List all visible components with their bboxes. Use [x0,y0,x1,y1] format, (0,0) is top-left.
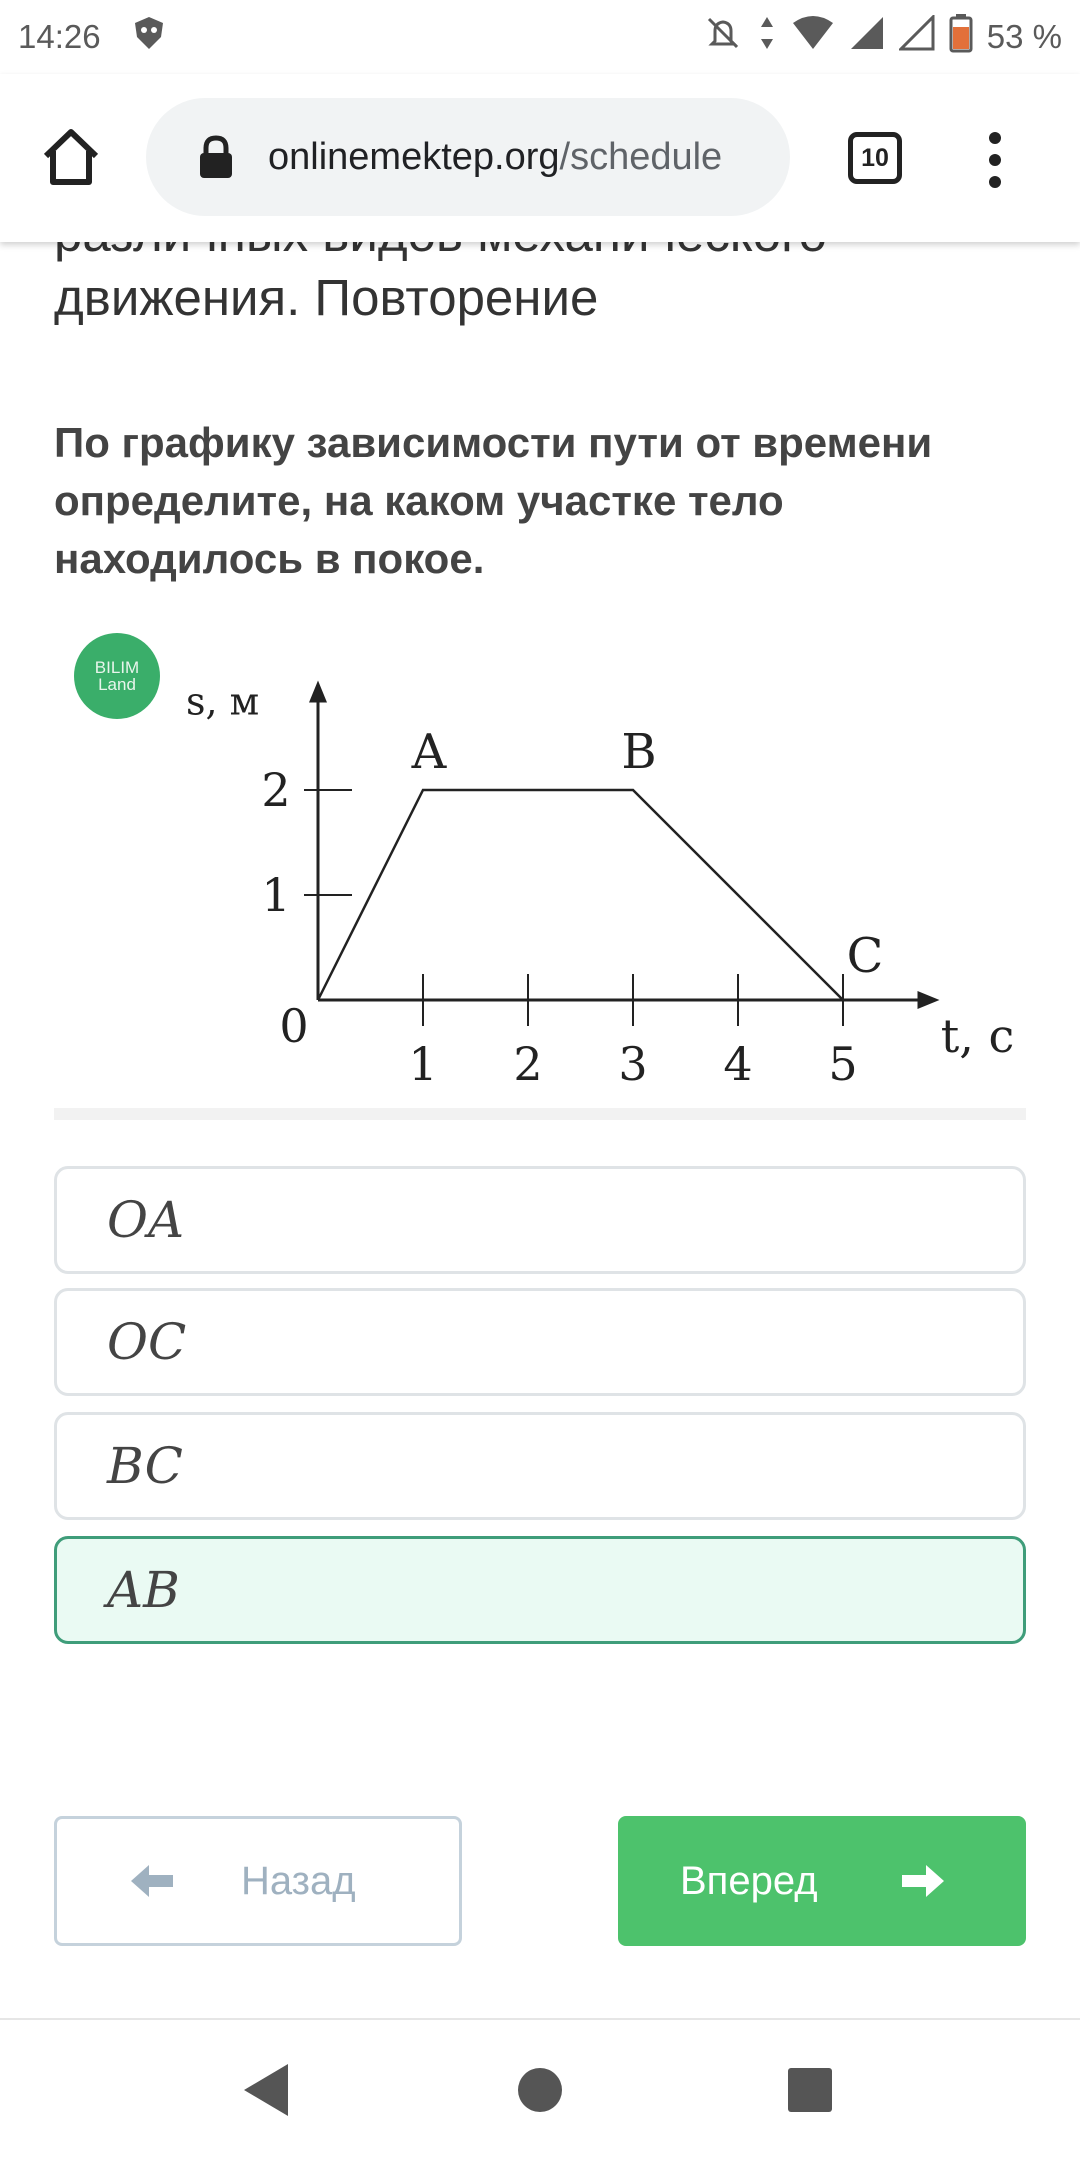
url-domain: onlinemektep.org [268,135,560,178]
shield-icon [131,15,167,59]
home-button[interactable] [38,124,104,190]
data-arrows-icon [757,13,777,61]
x-axis-arrow [918,991,940,1009]
mute-icon [703,13,743,61]
bilimland-logo [74,633,160,719]
content-divider [54,1108,1026,1120]
answer-option-oc[interactable] [54,1288,1026,1396]
point-label-c: C [846,928,884,984]
answer-option-bc[interactable] [54,1412,1026,1520]
x-tick-label: 4 [723,1037,753,1091]
y-axis-label: s, м [186,679,260,724]
battery-percent: 53 % [986,18,1062,55]
battery-icon [949,13,973,61]
answer-option-label: OC [107,1313,187,1371]
signal-empty-icon [899,15,935,59]
home-nav-icon[interactable] [518,2068,562,2112]
back-nav-icon[interactable] [244,2064,288,2116]
status-bar [0,0,1080,74]
logo-text-line-2: Land [98,675,136,694]
back-button-label: Назад [241,1858,356,1903]
x-tick-label: 3 [618,1037,648,1091]
x-axis-label: t, с [940,1009,1015,1063]
home-icon [38,124,104,190]
next-button-label: Вперед [680,1858,818,1903]
answer-option-label: OA [107,1191,185,1249]
address-bar[interactable] [146,98,790,216]
browser-toolbar [0,74,1080,242]
url-path: /schedule [559,135,723,178]
answer-option-label: BC [107,1437,183,1495]
more-vert-icon [980,130,1010,190]
clock: 14:26 [18,18,101,55]
question-text: По графику зависимости пути от времени определите, на каком участке тело находилось в покое. [54,419,933,582]
page-title-line-2: движения. Повторение [54,269,599,326]
lock-icon [198,135,234,179]
answer-option-label: AB [107,1561,180,1619]
tab-count: 10 [861,143,889,172]
point-label-a: A [411,724,447,780]
answer-option-ab[interactable] [54,1536,1026,1644]
arrow-left-icon [127,1861,177,1901]
back-button[interactable] [54,1816,462,1946]
logo-text-line-1: BILIM [94,658,140,677]
x-tick-label: 2 [513,1037,543,1091]
system-nav-bar [0,2018,1080,2162]
point-label-b: B [621,724,657,780]
recents-nav-icon[interactable] [788,2068,832,2112]
answer-option-oa[interactable] [54,1166,1026,1274]
next-button[interactable] [618,1816,1026,1946]
x-tick-label: 5 [828,1037,858,1091]
distance-time-graph [0,620,1080,1110]
arrow-right-icon [898,1861,948,1901]
series-line [318,790,843,1000]
y-tick-label: 1 [261,868,291,922]
overflow-menu-button[interactable] [980,130,1010,190]
tab-switcher-button[interactable] [848,132,902,184]
url-text [268,136,722,179]
wifi-icon [791,15,835,59]
origin-label: 0 [279,999,309,1053]
signal-icon [849,15,885,59]
x-tick-label: 1 [408,1037,438,1091]
y-tick-label: 2 [261,763,291,817]
y-axis-arrow [309,681,327,703]
